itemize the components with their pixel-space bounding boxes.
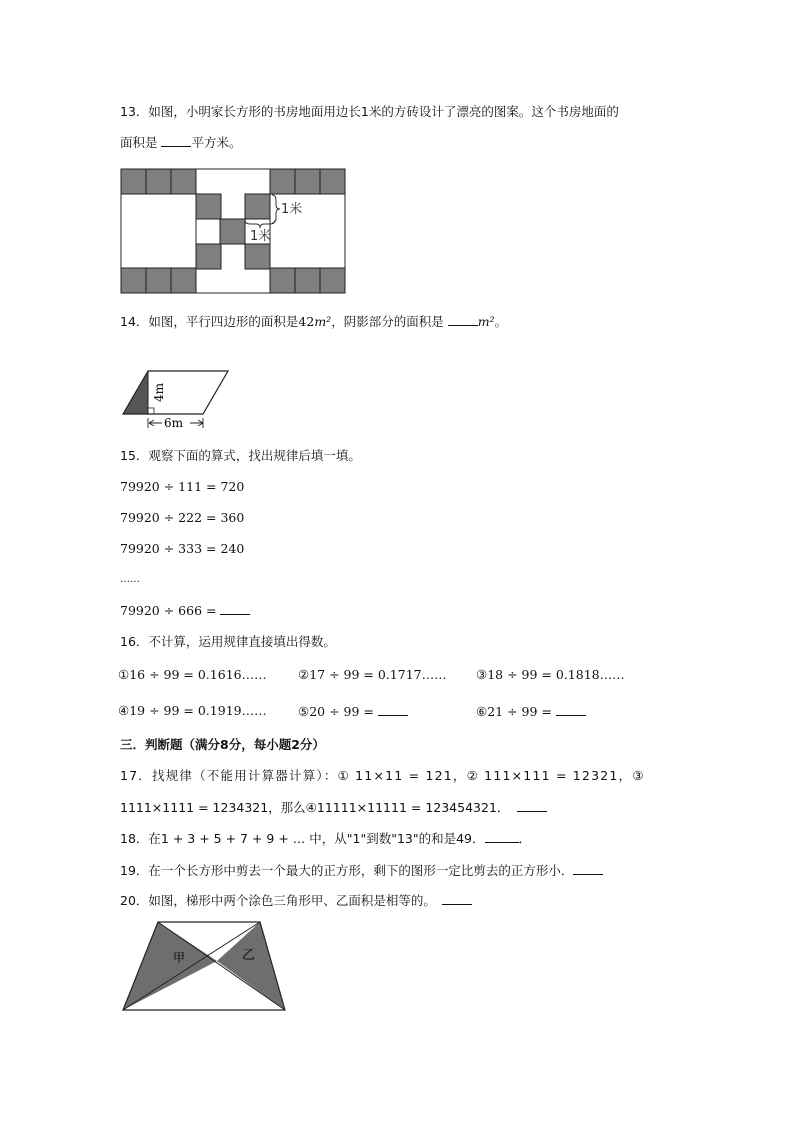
tile	[295, 268, 320, 293]
q13-line2	[120, 134, 242, 152]
tile	[270, 169, 295, 194]
tile	[146, 268, 171, 293]
tile	[295, 169, 320, 194]
q13-line1: 13．如图，小明家长方形的书房地面用边长1米的方砖设计了漂亮的图案。这个书房地面的	[120, 104, 619, 119]
q16-item-6-row	[476, 703, 586, 719]
q15-answer-blank[interactable]	[220, 602, 250, 615]
q14-line	[120, 313, 507, 331]
q15-eq1: 79920 ÷ 111 = 720	[120, 479, 245, 494]
q15-eq3: 79920 ÷ 333 = 240	[120, 541, 245, 556]
tile	[196, 194, 221, 219]
q19-answer-blank[interactable]	[573, 862, 603, 875]
q20-trapezoid-figure	[120, 918, 290, 1014]
q18-row	[120, 830, 531, 848]
tile	[270, 268, 295, 293]
tile	[121, 169, 146, 194]
q14-end: 。	[494, 314, 508, 329]
q19-text: 19．在一个长方形中剪去一个最大的正方形，剩下的图形一定比剪去的正方形小．	[120, 863, 574, 878]
q14-unit: m²	[314, 314, 332, 329]
tile	[171, 268, 196, 293]
q20-triangle-yi	[217, 922, 285, 1010]
tile	[121, 268, 146, 293]
q16-answer-blank-6[interactable]	[556, 703, 586, 716]
q16-item-5: ⑤20 ÷ 99 =	[298, 704, 378, 719]
q16-item-6: ⑥21 ÷ 99 =	[476, 704, 556, 719]
tile	[320, 268, 345, 293]
tile	[196, 244, 221, 269]
q16-item-5-row	[298, 703, 408, 719]
q13-suffix: 平方米。	[191, 135, 242, 150]
q16-item-1: ①16 ÷ 99 = 0.1616……	[118, 667, 267, 682]
q15-eq4-line	[120, 602, 250, 620]
q20-triangle-jia	[123, 922, 217, 1010]
q16-item-2: ②17 ÷ 99 = 0.1717……	[298, 667, 447, 682]
q20-row	[120, 892, 472, 910]
q17-line1: 17．找规律（不能用计算器计算）：① 11×11 = 121，② 111×111 = 12321，③	[120, 768, 645, 783]
q14-unit-2: m²	[477, 314, 495, 329]
q13-prefix: 面积是	[120, 135, 162, 150]
q16-item-4: ④19 ÷ 99 = 0.1919……	[118, 703, 267, 718]
q13-label-right: 1米	[281, 202, 303, 217]
q18-answer-blank[interactable]	[485, 830, 519, 843]
q14-base-label: 6m	[164, 416, 184, 430]
q14-area-value: 42	[298, 314, 315, 329]
q14-prefix: 14．如图，平行四边形的面积是	[120, 314, 299, 329]
q16-title: 16．不计算，运用规律直接填出得数。	[120, 634, 336, 649]
q14-answer-blank[interactable]	[448, 313, 478, 326]
q20-answer-blank[interactable]	[442, 892, 472, 905]
q16-item-3: ③18 ÷ 99 = 0.1818……	[476, 667, 625, 682]
q20-label-jia: 甲	[173, 951, 186, 965]
q15-dots: ……	[120, 574, 140, 585]
q20-label-yi: 乙	[242, 948, 256, 963]
tile	[146, 169, 171, 194]
tile	[220, 219, 245, 244]
q13-answer-blank[interactable]	[161, 134, 191, 147]
q13-tile-figure	[120, 168, 348, 295]
tile	[171, 169, 196, 194]
q14-parallelogram-figure	[120, 366, 235, 436]
right-angle-mark	[148, 408, 154, 414]
q13-label-bottom: 1米	[250, 229, 272, 244]
q16-answer-blank-5[interactable]	[378, 703, 408, 716]
q17-answer-blank[interactable]	[517, 799, 547, 812]
q14-mid: ，阴影部分的面积是	[331, 314, 448, 329]
section3-title: 三．判断题（满分8分，每小题2分）	[120, 737, 325, 752]
q19-row	[120, 862, 603, 880]
q14-height-label: 4m	[152, 382, 166, 402]
tile	[245, 244, 270, 269]
q18-text: 18．在1 + 3 + 5 + 7 + 9 + … 中，从"1"到数"13"的和是49．	[120, 831, 485, 846]
q15-eq2: 79920 ÷ 222 = 360	[120, 510, 245, 525]
q15-title: 15．观察下面的算式，找出规律后填一填。	[120, 448, 361, 463]
q15-eq4: 79920 ÷ 666 =	[120, 603, 221, 618]
q17-line2-row	[120, 799, 547, 817]
q20-text: 20．如图，梯形中两个涂色三角形甲、乙面积是相等的。	[120, 893, 436, 908]
tile	[245, 194, 270, 219]
tile	[320, 169, 345, 194]
q18-end: ．	[518, 831, 532, 846]
q17-line2: 1111×1111 = 1234321，那么④11111×11111 = 123454321．	[120, 800, 510, 815]
